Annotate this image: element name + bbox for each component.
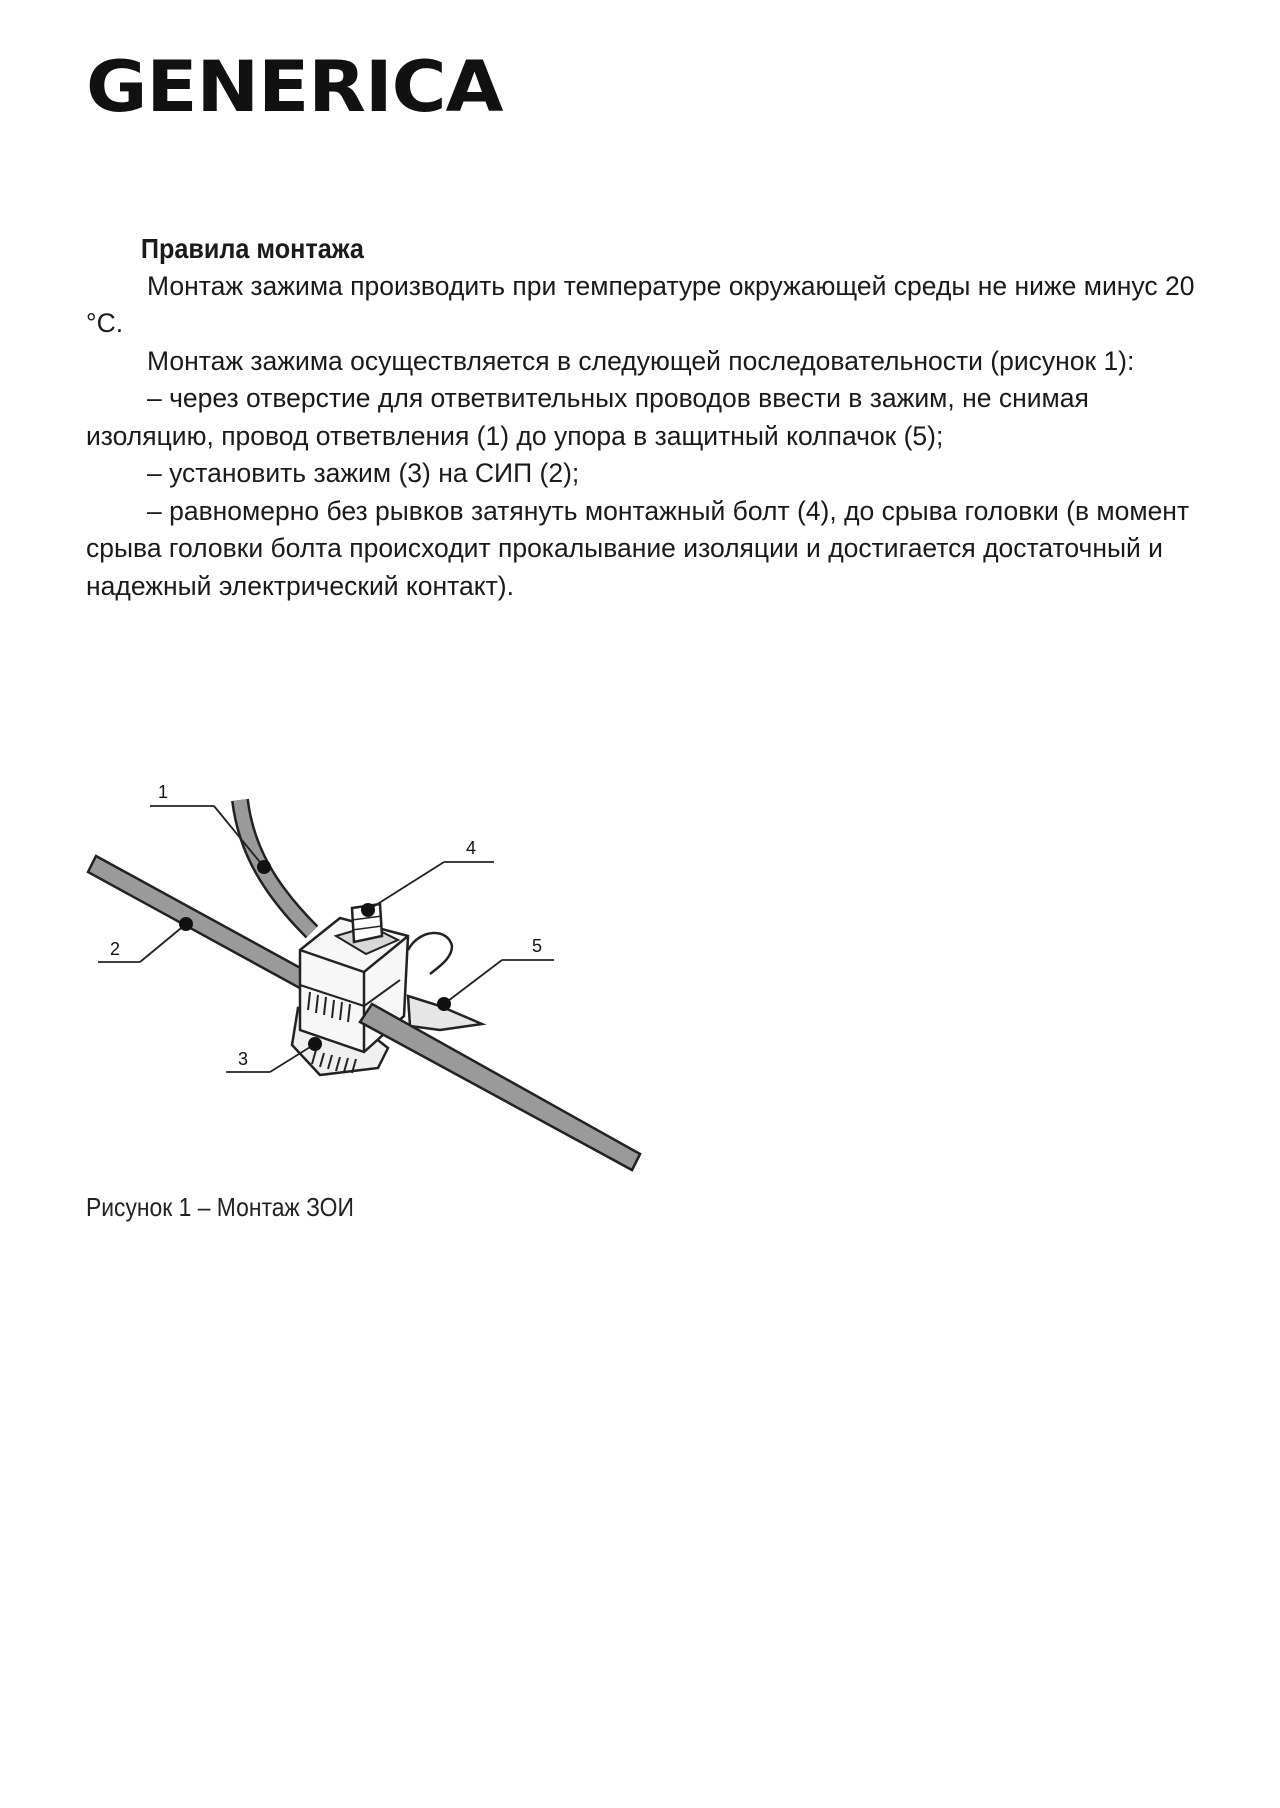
svg-text:2: 2 [110,939,121,959]
figure-caption: Рисунок 1 – Монтаж ЗОИ [86,1192,354,1222]
svg-text:1: 1 [158,782,169,802]
svg-text:3: 3 [238,1049,249,1069]
callout-5 [437,936,554,1011]
step-install-clamp: – установить зажим (3) на СИП (2); [147,458,580,488]
step-tighten-bolt: – равномерно без рывков затянуть монтажный болт (4), до срыва головки (в момент срыва головки болта происходит прокалывание изоляции и достигается достаточный и надежный электрический контакт). [86,495,1190,601]
svg-text:4: 4 [466,838,477,858]
paragraph-temperature: Монтаж зажима производить при температуре окружающей среды не ниже минус 20 °C. [86,270,1195,338]
clamp-installation-figure [0,760,700,1180]
paragraph-sequence: Монтаж зажима осуществляется в следующей последовательности (рисунок 1): [147,345,1135,376]
installation-rules [86,230,1206,605]
svg-text:5: 5 [532,936,543,956]
brand-logo: GENERICA [86,46,503,128]
callout-2 [98,917,193,962]
section-heading: Правила монтажа [140,233,364,264]
step-insert-branch-wire: – через отверстие для ответвительных проводов ввести в зажим, не снимая изоляцию, провод ответвления (1) до упора в защитный колпачок (5); [86,383,1089,451]
